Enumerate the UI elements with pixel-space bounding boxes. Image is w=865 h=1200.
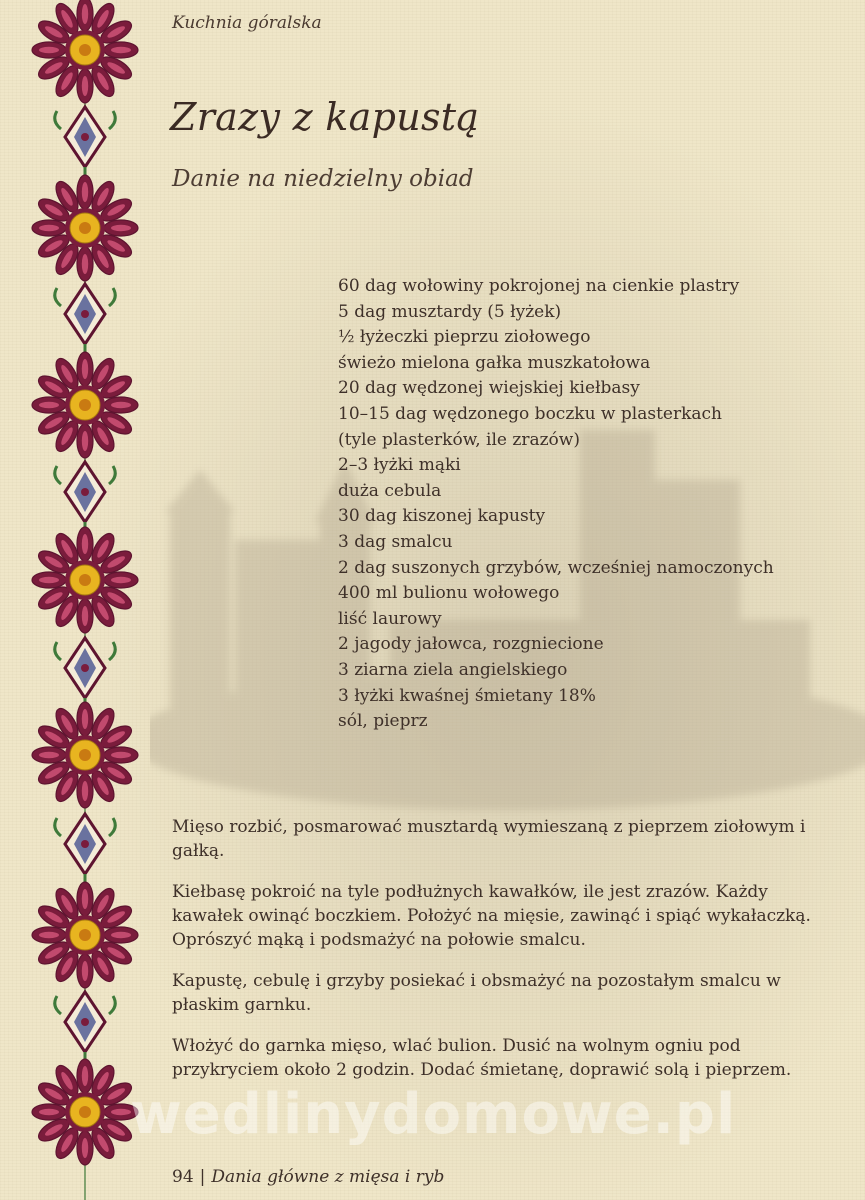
ingredient-item: 400 ml bulionu wołowego: [338, 583, 560, 604]
folk-ornament-border: [20, 0, 150, 1200]
preparation-steps: [172, 815, 842, 1099]
ingredient-item: ½ łyżeczki pieprzu ziołowego: [338, 327, 591, 348]
ingredient-item: (tyle plasterków, ile zrazów): [338, 429, 580, 450]
step-paragraph: Kiełbasę pokroić na tyle podłużnych kawałków, ile jest zrazów. Każdy kawałek owinąć boczkiem. Położyć na mięsie, zawinąć i spiąć wykałaczką. Oprószyć mąką i podsmażyć na połowie smalcu.: [172, 882, 811, 950]
ingredient-item: 20 dag wędzonej wiejskiej kiełbasy: [338, 378, 640, 399]
footer-separator: |: [199, 1167, 206, 1187]
step-paragraph: Mięso rozbić, posmarować musztardą wymieszaną z pieprzem ziołowym i gałką.: [172, 817, 806, 861]
ingredient-item: sól, pieprz: [338, 711, 428, 732]
page-footer: [172, 1167, 444, 1187]
ingredient-item: 3 dag smalcu: [338, 531, 453, 552]
ingredient-item: 5 dag musztardy (5 łyżek): [338, 301, 562, 322]
recipe-title: Zrazy z kapustą: [170, 95, 480, 139]
ingredient-item: 3 łyżki kwaśnej śmietany 18%: [338, 685, 596, 706]
ingredient-item: 2 dag suszonych grzybów, wcześniej namoczonych: [338, 557, 774, 578]
chapter-title: Dania główne z mięsa i ryb: [211, 1167, 445, 1187]
section-title: Kuchnia góralska: [172, 13, 322, 33]
ingredient-item: 60 dag wołowiny pokrojonej na cienkie plastry: [338, 276, 740, 296]
page-number: 94: [172, 1167, 194, 1187]
recipe-subtitle: Danie na niedzielny obiad: [172, 166, 474, 192]
ingredient-item: 2 jagody jałowca, rozgniecione: [338, 634, 604, 655]
ingredient-item: 2–3 łyżki mąki: [338, 455, 461, 476]
ingredient-item: duża cebula: [338, 480, 442, 501]
ingredient-item: 3 ziarna ziela angielskiego: [338, 659, 568, 680]
step-paragraph: Kapustę, cebulę i grzyby posiekać i obsmażyć na pozostałym smalcu w płaskim garnku.: [172, 971, 781, 1015]
ingredient-item: 30 dag kiszonej kapusty: [338, 506, 546, 527]
ingredient-item: liść laurowy: [338, 608, 442, 629]
ingredient-item: świeżo mielona gałka muszkatołowa: [338, 352, 651, 373]
step-paragraph: Włożyć do garnka mięso, wlać bulion. Dusić na wolnym ogniu pod przykryciem około 2 godzin. Dodać śmietanę, doprawić solą i pieprzem.: [172, 1036, 792, 1080]
watermark: wedlinydomowe.pl: [130, 1082, 737, 1147]
ingredient-item: 10–15 dag wędzonego boczku w plasterkach: [338, 403, 722, 424]
ingredients-list: [338, 274, 848, 735]
